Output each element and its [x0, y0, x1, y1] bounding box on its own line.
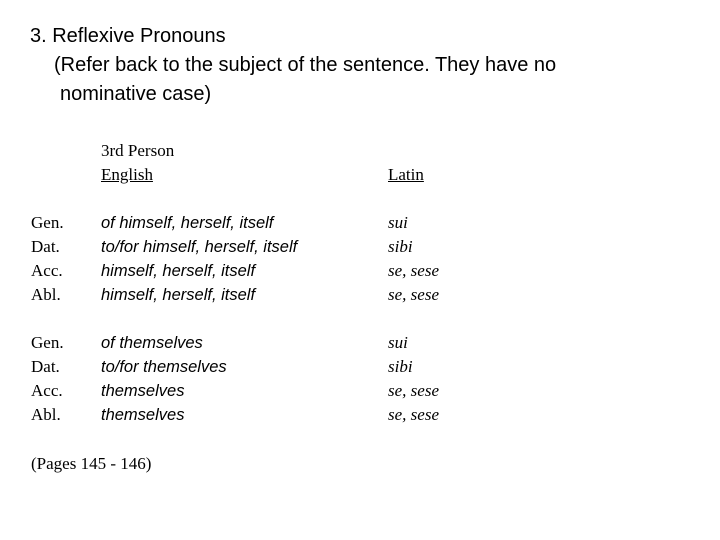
singular-latin: [388, 211, 439, 307]
english-form: himself, herself, itself: [101, 262, 256, 280]
latin-form: se, sese: [388, 285, 439, 304]
plural-cases: [31, 331, 64, 427]
page-reference-note: (Pages 145 - 146): [31, 454, 152, 473]
plural-latin: [388, 331, 439, 427]
slide-heading: [30, 22, 556, 109]
case-label: Abl.: [31, 405, 61, 424]
person-label: 3rd Person: [101, 141, 175, 160]
english-label: English: [101, 165, 153, 184]
case-label: Acc.: [31, 261, 63, 280]
latin-form: sui: [388, 213, 408, 232]
latin-form: sibi: [388, 357, 413, 376]
latin-form: se, sese: [388, 405, 439, 424]
english-form: himself, herself, itself: [101, 286, 256, 304]
english-form: of themselves: [101, 334, 203, 352]
singular-cases: [31, 211, 64, 307]
english-form: to/for himself, herself, itself: [101, 238, 298, 256]
latin-form: sui: [388, 333, 408, 352]
plural-english: [101, 331, 227, 427]
case-label: Abl.: [31, 285, 61, 304]
latin-form: se, sese: [388, 261, 439, 280]
singular-english: [101, 211, 297, 307]
english-form: to/for themselves: [101, 358, 227, 376]
latin-column-header: Latin: [388, 165, 424, 184]
english-form: themselves: [101, 406, 185, 424]
plural-group: [0, 331, 720, 427]
latin-form: sibi: [388, 237, 413, 256]
case-label: Dat.: [31, 237, 60, 256]
case-label: Gen.: [31, 333, 64, 352]
heading-subtitle-line1: (Refer back to the subject of the sentence. They have no: [54, 54, 557, 76]
case-label: Acc.: [31, 381, 63, 400]
english-form: of himself, herself, itself: [101, 214, 274, 232]
case-label: Dat.: [31, 357, 60, 376]
heading-title: 3. Reflexive Pronouns: [30, 25, 226, 47]
case-label: Gen.: [31, 213, 64, 232]
heading-subtitle-line2: nominative case): [60, 83, 212, 105]
latin-form: se, sese: [388, 381, 439, 400]
english-form: themselves: [101, 382, 185, 400]
singular-group: [0, 211, 720, 307]
english-column-header: [101, 139, 174, 187]
